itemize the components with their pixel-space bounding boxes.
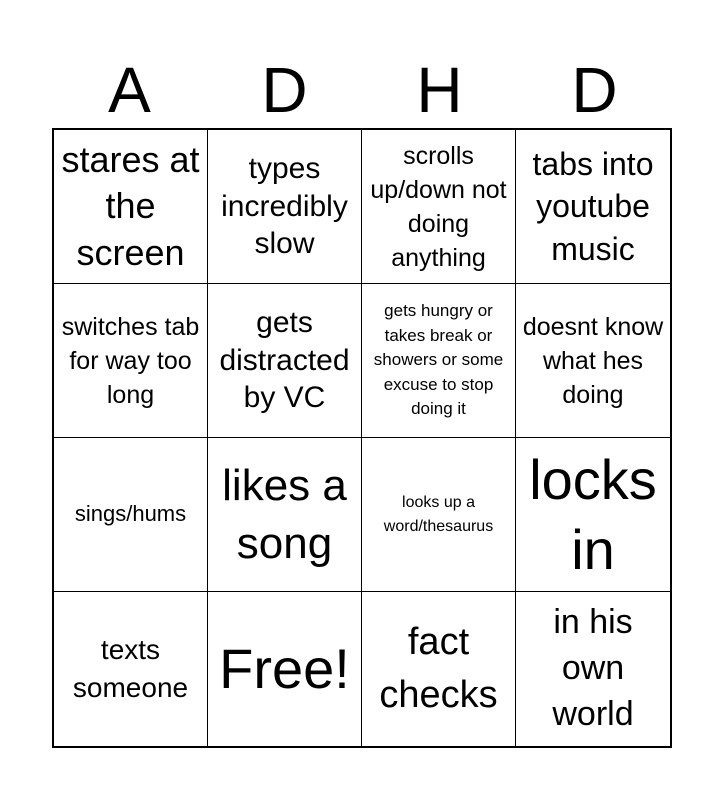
bingo-cell[interactable] bbox=[516, 438, 670, 592]
bingo-cell-text: gets distracted by VC bbox=[219, 306, 350, 415]
bingo-cell[interactable] bbox=[362, 284, 516, 438]
header-letter-a: A bbox=[108, 54, 151, 126]
bingo-cell-text: scrolls up/down not doing anything bbox=[370, 141, 507, 272]
bingo-cell[interactable] bbox=[362, 130, 516, 284]
header-letter-h: H bbox=[416, 54, 463, 126]
bingo-cell[interactable] bbox=[54, 284, 208, 438]
bingo-cell-text: fact checks bbox=[379, 620, 498, 716]
bingo-cell-text: gets hungry or takes break or showers or some excuse to stop doing it bbox=[373, 300, 504, 419]
bingo-cell-text: tabs into youtube music bbox=[532, 145, 654, 267]
bingo-cell-text: doesnt know what hes doing bbox=[522, 312, 664, 409]
bingo-cell[interactable] bbox=[208, 592, 362, 746]
bingo-cell[interactable] bbox=[54, 130, 208, 284]
bingo-cell[interactable] bbox=[54, 438, 208, 592]
bingo-cell[interactable] bbox=[516, 284, 670, 438]
bingo-cell[interactable] bbox=[208, 284, 362, 438]
bingo-cell[interactable] bbox=[208, 438, 362, 592]
bingo-cell-text: sings/hums bbox=[74, 501, 187, 527]
bingo-cell-text: looks up a word/thesaurus bbox=[383, 493, 494, 535]
bingo-board bbox=[52, 128, 672, 748]
bingo-cell-text: locks in bbox=[529, 447, 657, 581]
header-letter-d: D bbox=[261, 54, 308, 126]
bingo-cell-text: switches tab for way too long bbox=[61, 312, 200, 409]
bingo-cell[interactable] bbox=[362, 438, 516, 592]
bingo-cell-text: in his own world bbox=[552, 603, 634, 733]
bingo-cell[interactable] bbox=[208, 130, 362, 284]
bingo-cell-text: texts someone bbox=[72, 633, 189, 703]
bingo-cell-text: types incredibly slow bbox=[221, 152, 348, 261]
bingo-header bbox=[52, 52, 672, 128]
bingo-cell[interactable] bbox=[516, 592, 670, 746]
bingo-cell-text: stares at the screen bbox=[61, 139, 200, 273]
bingo-cell[interactable] bbox=[362, 592, 516, 746]
bingo-cell-text: likes a song bbox=[222, 461, 347, 568]
header-letter-d-2: D bbox=[571, 54, 618, 126]
bingo-cell-text: Free! bbox=[219, 637, 350, 701]
bingo-cell[interactable] bbox=[516, 130, 670, 284]
bingo-cell[interactable] bbox=[54, 592, 208, 746]
